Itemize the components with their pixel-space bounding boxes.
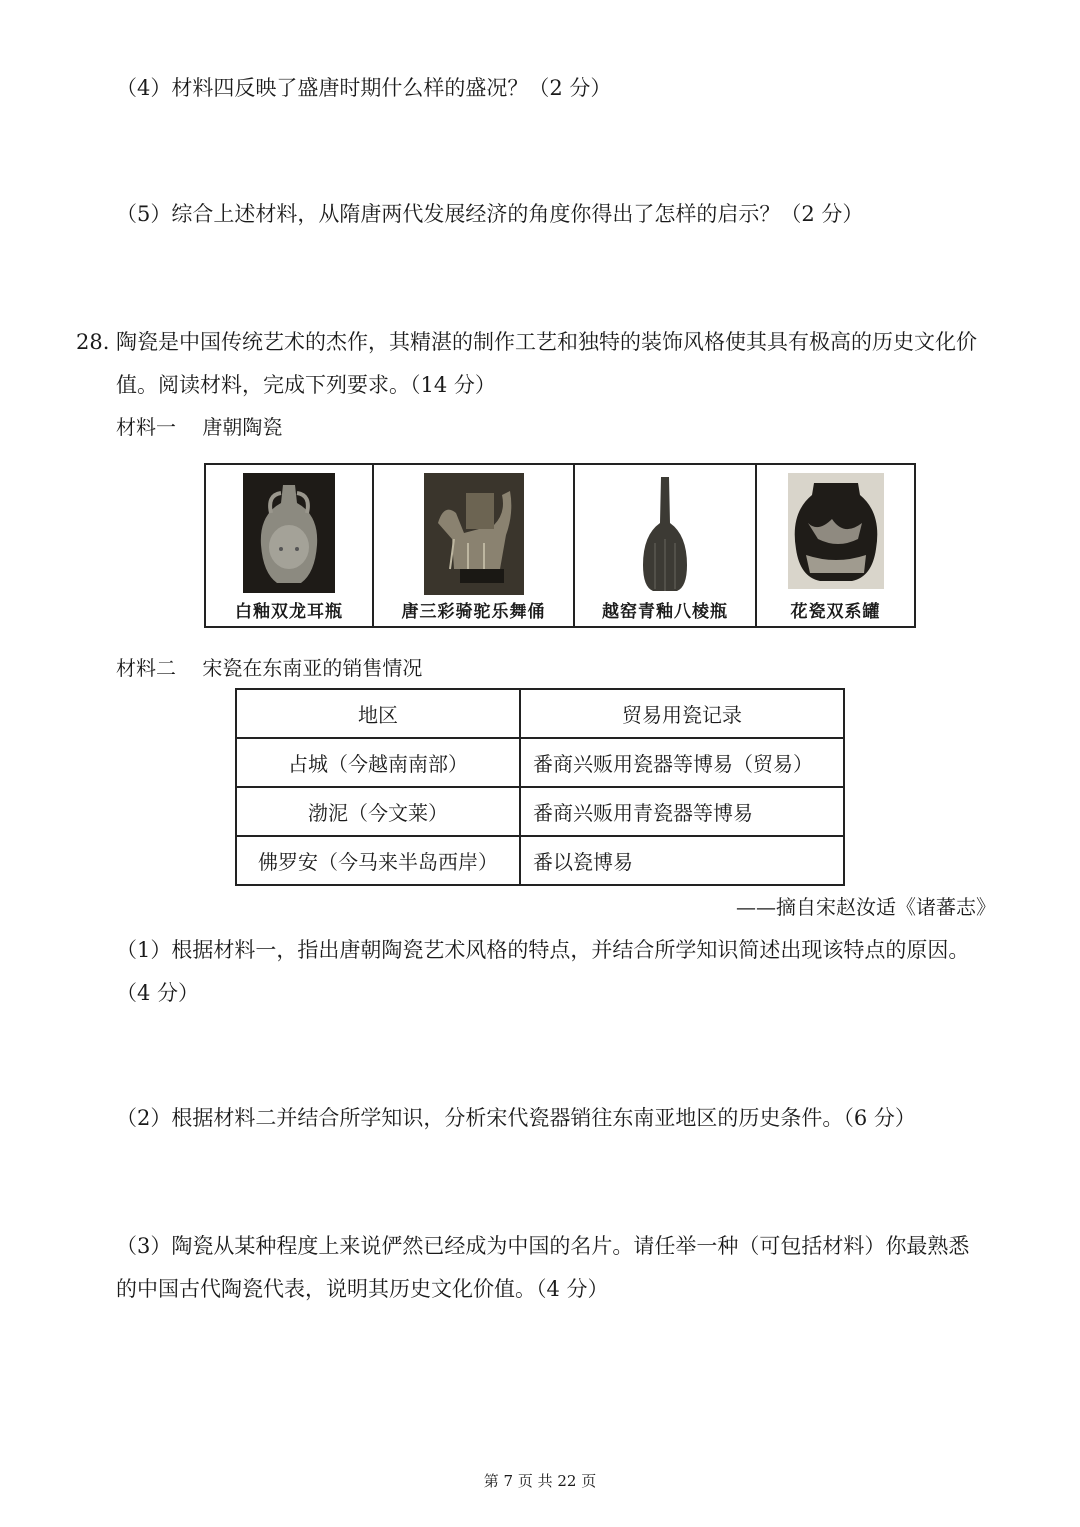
ceramics-image-panel	[204, 463, 916, 628]
caption-yue-kiln-bottle: 越窑青釉八棱瓶	[602, 602, 728, 622]
ceramic-item	[757, 465, 914, 626]
sub-question-2: （2）根据材料二并结合所学知识，分析宋代瓷器销往东南亚地区的历史条件。（6 分）	[116, 1106, 916, 1130]
table-cell-record: 番以瓷博易	[520, 836, 844, 885]
question-27-5: （5）综合上述材料，从隋唐两代发展经济的角度你得出了怎样的启示？（2 分）	[116, 202, 864, 226]
table-cell-record: 番商兴贩用瓷器等博易（贸易）	[520, 738, 844, 787]
material1-title: 材料一 唐朝陶瓷	[116, 415, 283, 439]
table-header-region: 地区	[236, 689, 520, 738]
trade-table	[235, 688, 845, 886]
source-citation: ——摘自宋赵汝适《诸蕃志》	[736, 895, 996, 919]
ceramic-item	[374, 465, 575, 626]
sub-question-1-line1: （1）根据材料一，指出唐朝陶瓷艺术风格的特点，并结合所学知识简述出现该特点的原因。	[116, 938, 970, 962]
ceramic-item	[575, 465, 757, 626]
question-stem-line2: 值。阅读材料，完成下列要求。（14 分）	[116, 373, 496, 397]
flower-porcelain-jar-image	[788, 473, 884, 589]
sub-question-1-line2: （4 分）	[116, 981, 200, 1005]
sub-question-3-line2: 的中国古代陶瓷代表，说明其历史文化价值。（4 分）	[116, 1277, 609, 1301]
sub-question-3-line1: （3）陶瓷从某种程度上来说俨然已经成为中国的名片。请任举一种（可包括材料）你最熟悉	[116, 1234, 970, 1258]
table-cell-region: 占城（今越南南部）	[236, 738, 520, 787]
white-glaze-vase-image	[243, 473, 335, 593]
table-row	[236, 836, 844, 885]
page-footer: 第 7 页 共 22 页	[483, 1472, 597, 1490]
tang-sancai-camel-image	[424, 473, 524, 595]
question-number: 28.	[76, 330, 110, 354]
table-cell-record: 番商兴贩用青瓷器等博易	[520, 787, 844, 836]
caption-flower-porcelain-jar: 花瓷双系罐	[790, 602, 881, 622]
caption-tang-sancai-camel: 唐三彩骑驼乐舞俑	[401, 602, 546, 622]
table-row	[236, 738, 844, 787]
question-stem-line1: 陶瓷是中国传统艺术的杰作，其精湛的制作工艺和独特的装饰风格使其具有极高的历史文化价	[116, 330, 977, 354]
material2-title: 材料二 宋瓷在东南亚的销售情况	[116, 656, 423, 680]
table-header-record: 贸易用瓷记录	[520, 689, 844, 738]
table-row	[236, 787, 844, 836]
table-cell-region: 佛罗安（今马来半岛西岸）	[236, 836, 520, 885]
ceramic-item	[206, 465, 374, 626]
caption-white-glaze-vase: 白釉双龙耳瓶	[235, 602, 343, 622]
table-cell-region: 渤泥（今文莱）	[236, 787, 520, 836]
yue-kiln-bottle-image	[625, 473, 705, 597]
table-header-row	[236, 689, 844, 738]
question-27-4: （4）材料四反映了盛唐时期什么样的盛况？（2 分）	[116, 76, 612, 100]
